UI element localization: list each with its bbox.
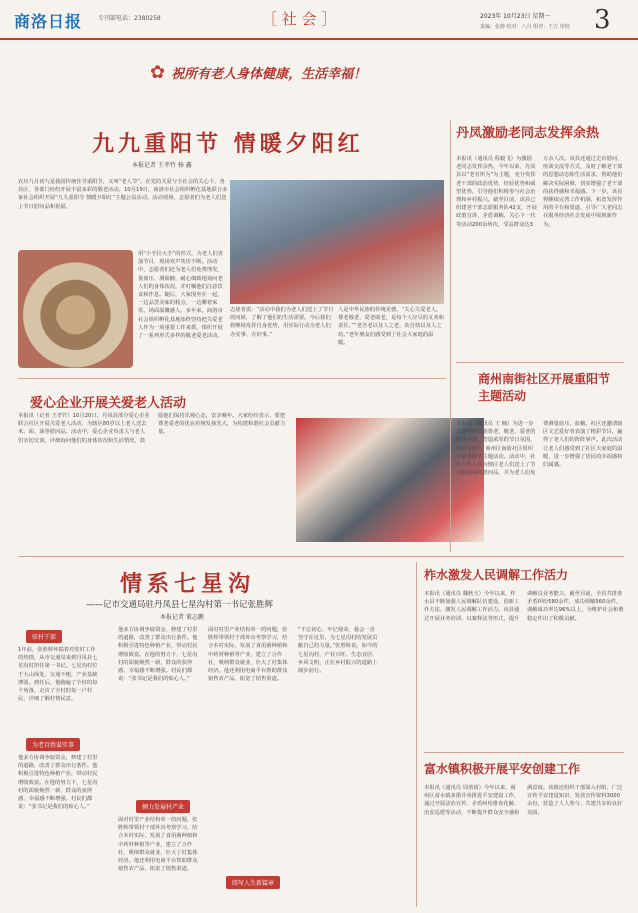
series-headline: 情系七星沟 [120,571,256,597]
photo-elders-group [18,250,133,368]
section-tag-industry: 倾力发展村产业 [136,800,190,813]
divider [18,556,624,557]
lead-headline: 九九重阳节 情暖夕阳红 [92,131,364,157]
page-header [0,0,638,40]
masthead-phone: 专刊部电话：2380258 [98,15,161,22]
series-body-col2: 他多方协调争取资金，修建了村里的道路，改善了群众出行条件。他积极引进特色种植产业，带动村民增收致富。在他的努力下，七星沟村的面貌焕然一新，群众的获得感、幸福感不断增强。村民们都说：“张书记是我们的贴心人。” [118,627,198,683]
series-subtitle: ——记市交通局驻丹凤县七星沟村第一书记张胜辉 [86,600,274,610]
zhashui-headline: 柞水激发人民调解工作活力 [424,568,569,582]
fushui-headline: 富水镇积极开展平安创建工作 [424,762,581,776]
lead-body-col2: 用“小手拉大手”的形式，为老人们表演节目，现场欢声笑语不断。活动中，志愿者们还为老人们免费理发、量血压、测血糖，耐心细致地询问老人们的身体状况，并叮嘱他们注意饮食和作息。随后，大家围坐在一起，一边品尝美味的糕点，一边聊着家常，场面温馨感人。多年来，商洛市社会组织孵化基地始终坚持把关爱老人作为一项重要工作来抓，组织开展了一系列形式多样的敬老爱老活动。 [138,251,223,340]
charity-body: 本报讯（记者 王孝竹）10月20日，丹凤县部分爱心企业联合社区开展关爱老人活动，为辖区80岁以上老人送去米、面、油等慰问品。活动中，爱心企业负责人与老人们亲切交谈，详细询问他们的身体状况和生活情况，鼓励他们保持乐观心态，安享晚年。大家纷纷表示，要把尊老爱老的优良传统发扬光大，为构建和谐社会贡献力量。 [18,413,286,444]
issue-editors: 责编：张静 校对：八月 组对：王吉 审校 [480,24,570,30]
lead-body-col4: 人是中华民族的传统美德。“关心关爱老人，尊老敬老、爱老助老，是每个人应尽的义务和责任。”“老吾老以及人之老，幼吾幼以及人之幼。”老年朋友们感受到了社会大家庭的温暖。 [338,307,444,346]
issue-date: 2023年 10月23日 星期一 [480,13,551,20]
danfeng-body: 本报讯（通讯员 程毅飞）为激励老同志发挥余热，今年以来，丹凤县以“老有所为”为主题，充分发挥老干部的政治优势、经验优势和威望优势，引导他们积极参与社会治理和乡村振兴。截至目前，该县已组建老干部志愿服务队42支，开展政策宣讲、矛盾调解、关心下一代等活动200余场次，受益群众达3万余人次。该县还通过走访慰问、座谈交流等方式，及时了解老干部的思想动态和生活需求，帮助他们解决实际困难，切实增强了老干部的获得感和幸福感。下一步，该县将继续完善工作机制，拓宽发挥作用的平台和渠道，引导广大老同志在服务经济社会发展中展现新作为。 [456,156,623,228]
masthead-logo: 商洛日报 [14,12,83,31]
banner-text: 祝所有老人身体健康，生活幸福！ [171,66,367,82]
page-number: 3 [594,5,611,35]
zhashui-body: 本报讯（通讯员 魏秋玉）今年以来，柞水县不断加强人民调解队伍建设，创新工作方法，激发人民调解工作活力。该县通过开展业务培训、以案释法等形式，提升调解员业务能力。截至目前，全县共排查矛盾纠纷580余件，成功调解560余件，调解成功率达96%以上，为维护社会和谐稳定作出了积极贡献。 [424,591,624,622]
lead-byline: 本报记者 王孝竹 杨 鑫 [132,162,192,169]
divider [424,752,624,753]
lead-body-col3: 志愿者说：“活动中我们为老人们送上了节日的问候，了解了他们的生活需要。今后我们将继续发挥自身优势，用实际行动为老人们办实事、办好事。” [230,307,334,338]
series-body-col4: “不忘初心、牢记使命，我会一直坚守在这里，为七星沟村的发展贡献自己的力量。”张胜辉说。如今的七星沟村，产业兴旺、生态宜居、乡风文明，正在乡村振兴的道路上阔步前行。 [298,627,378,675]
column-divider [416,562,417,907]
chrysanthemum-icon: ✿ [150,61,166,83]
fushui-body: 本报讯（通讯员 周倩倩）今年以来，商州区富水镇多措并举推进平安建设工作，通过开展法治宣传、矛盾纠纷排查化解、治安巡逻等活动，不断提升群众安全感和满意度。该镇还组织干部深入村组，广泛宣传平安建设知识，发放宣传资料3000余份，营造了人人参与、共建共享的良好氛围。 [424,785,623,816]
section-tag-new-chapter: 续写人生新篇章 [226,876,280,889]
divider [18,378,446,379]
charity-headline: 爱心企业开展关爱老人活动 [30,396,187,411]
series-body-col1b: 他多方协调争取资金，修建了村里的道路，改善了群众出行条件。他积极引进特色种植产业，带动村民增收致富。在他的努力下，七星沟村的面貌焕然一新，群众的获得感、幸福感不断增强。村民们都说：“张书记是我们的贴心人。” [18,755,98,811]
section-tag-serve-people: 为老百姓谋实事 [26,738,80,751]
series-body-col3: 面对村里产业结构单一的问题，张胜辉带领村干部外出考察学习，结合本村实际，发展了食用菌种植和中药材种植等产业，建立了合作社，吸纳群众就业，壮大了村集体经济。他还利用电商平台帮助群众销售农产品，拓宽了销售渠道。 [208,627,288,683]
divider [456,362,624,363]
nanjie-body: 本报讯（通讯员 王 楠）为进一步弘扬中华民族尊老、敬老、爱老的传统美德，营造浓厚的节日氛围，10月20日，商州区南街社区组织开展重阳节主题活动。活动中，社区工作人员为辖区老人们送上了节日的祝福和慰问品，并为老人们免费测量血压、血糖。社区还邀请辖区文艺爱好者表演了精彩节目，赢得了老人们的阵阵掌声。此次活动让老人们感受到了社区大家庭的温暖，进一步增强了居民的幸福感和归属感。 [456,421,623,477]
lead-body-col1: 农历九月初九是我国传统佳节重阳节，又叫“老人节”。在党的关爱与全社会的关心下，各县区、各部门纷纷开展丰富多彩的敬老活动。10月19日，商洛市社会组织孵化基地联合多家社会组织开展“九九重阳节 情暖夕阳红”主题公益活动。活动现场，志愿者们为老人们送上节日慰问品和祝福， [18,179,228,210]
holiday-banner [150,60,450,84]
danfeng-headline: 丹凤激励老同志发挥余热 [456,126,600,141]
photo-volunteer-with-elder [230,180,444,304]
series-body-col1: 1年前，张胜辉怀揣着对驻村工作的热情，从市交通局来到丹凤县七星沟村担任第一书记。七星沟村位于大山深处，交通不便，产业基础薄弱。到任后，他跑遍了全村的每个角落，走访了全村的每一户村民，详细了解村情民意。 [18,647,98,703]
series-byline: 本报记者 董志鹏 [160,614,204,621]
section-label: ［ 社 会 ］ [262,10,337,28]
series-body-col2b: 面对村里产业结构单一的问题，张胜辉带领村干部外出考察学习，结合本村实际，发展了食用菌种植和中药材种植等产业，建立了合作社，吸纳群众就业，壮大了村集体经济。他还利用电商平台帮助群众销售农产品，拓宽了销售渠道。 [118,817,198,873]
section-tag-village-official: 驻村干部 [26,630,62,643]
column-divider [450,120,451,552]
nanjie-headline: 商州南街社区开展重阳节主题活动 [478,372,611,403]
